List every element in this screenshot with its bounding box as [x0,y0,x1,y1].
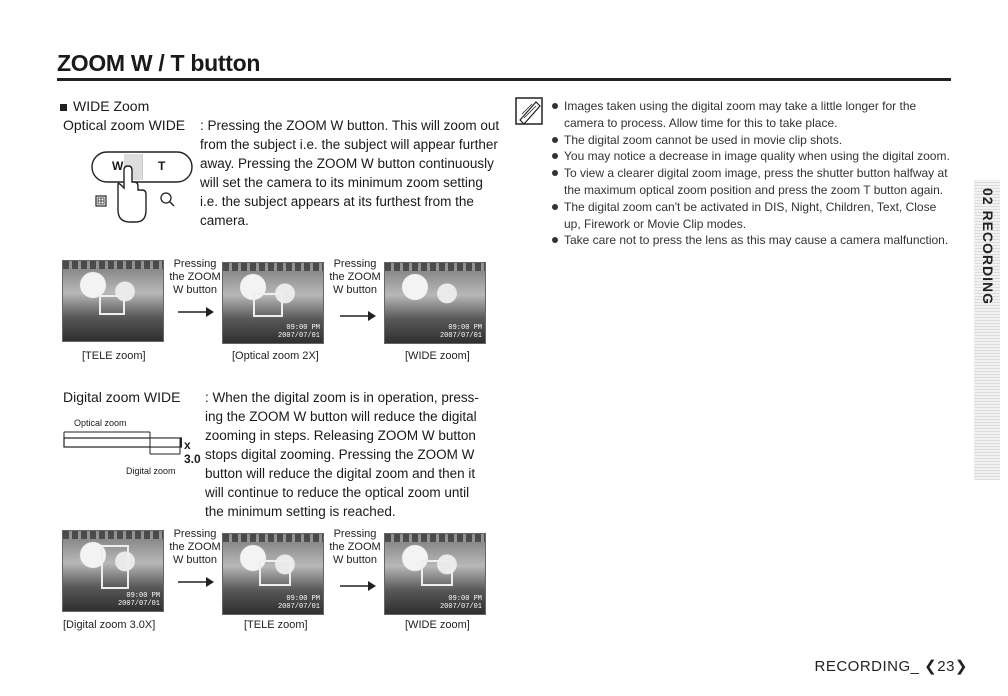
diagram-optical-label: Optical zoom [74,418,127,428]
press-instruction: Pressing the ZOOM W button [329,258,381,296]
t-label: T [158,159,166,173]
note-item: The digital zoom can't be activated in DIS, Night, Children, Text, Close up, Firework or Movie Clip modes. [552,199,956,233]
note-item: To view a clearer digital zoom image, press the shutter button halfway at the maximum optical zoom position and press the zoom T button again. [552,165,956,199]
arrow-right-icon [178,576,214,588]
diagram-digital-label: Digital zoom [126,466,176,476]
note-icon [514,96,544,126]
zoom-button-illustration [88,148,196,228]
caption-optical-zoom-2x: [Optical zoom 2X] [232,350,319,362]
notes-list [552,98,956,249]
side-tab-label: 02 RECORDING [980,188,996,306]
note-item: Images taken using the digital zoom may take a little longer for the camera to process. Allow time for this to take place. [552,98,956,132]
arrow-right-icon [178,306,214,318]
photo-optical-zoom-2x: 09:00 PM 2007/07/01 [222,262,324,344]
zoom-bar-diagram [62,418,202,480]
photo-tele-zoom-2: 09:00 PM 2007/07/01 [222,533,324,615]
photo-wide-zoom-2: 09:00 PM 2007/07/01 [384,533,486,615]
photo-digital-zoom-3x: 09:00 PM 2007/07/01 [62,530,164,612]
zoom-rocker-icon [88,148,196,228]
note-item: You may notice a decrease in image quality when using the digital zoom. [552,148,956,165]
arrow-right-icon [340,310,376,322]
zoom-multiplier: x 3.0 [184,438,201,466]
note-item: Take care not to press the lens as this may cause a camera malfunction. [552,232,956,249]
digital-zoom-description: : When the digital zoom is in operation, press- ing the ZOOM W button will reduce the digital zooming in steps. Releasing ZOOM W button stops digital zooming. Pressing the ZOOM W button will reduce the digital zoom and then it will continue to reduce the optical zoom until the minimum setting is reached. [205,390,479,519]
page-title: ZOOM W / T button [57,50,261,76]
note-item: The digital zoom cannot be used in movie clip shots. [552,132,956,149]
press-instruction: Pressing the ZOOM W button [329,528,381,566]
optical-zoom-description: : Pressing the ZOOM W button. This will zoom out from the subject i.e. the subject will appear further away. Pressing the ZOOM W button continuously will set the camera to its minimum zoom setting i.e. the subject appears at its furthest from the camera. [200,118,500,228]
arrow-right-icon [340,580,376,592]
section-heading-label: WIDE Zoom [73,98,150,114]
press-instruction: Pressing the ZOOM W button [169,258,221,296]
optical-zoom-label: Optical zoom WIDE [63,117,186,133]
caption-digital-zoom-3x: [Digital zoom 3.0X] [63,619,156,631]
title-rule [57,78,951,81]
page-footer: RECORDING_ ❮23❯ [814,658,968,675]
caption-wide-zoom: [WIDE zoom] [405,350,470,362]
digital-zoom-label: Digital zoom WIDE [63,389,181,405]
caption-tele-zoom: [TELE zoom] [82,350,146,362]
zoom-bar-icon [62,430,182,460]
photo-wide-zoom: 09:00 PM 2007/07/01 [384,262,486,344]
w-label: W [112,159,124,173]
press-instruction: Pressing the ZOOM W button [169,528,221,566]
section-heading [60,97,149,116]
caption-tele-zoom-2: [TELE zoom] [244,619,308,631]
caption-wide-zoom-2: [WIDE zoom] [405,619,470,631]
photo-tele-zoom [62,260,164,342]
square-bullet-icon [60,104,67,111]
